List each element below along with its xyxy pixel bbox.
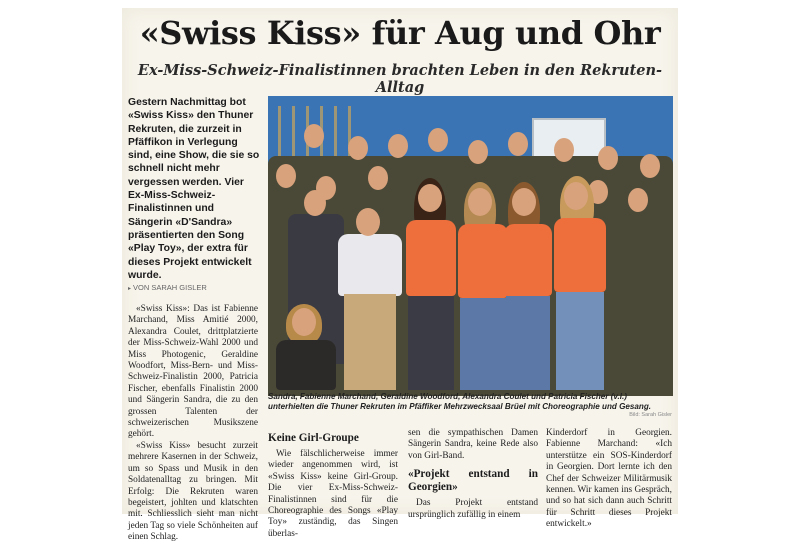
orange-shirt-performer — [554, 218, 606, 292]
recruit-head — [368, 166, 388, 190]
performer-jeans — [506, 296, 550, 390]
recruit-head — [468, 140, 488, 164]
recruit-head — [640, 154, 660, 178]
performer-head — [564, 182, 588, 210]
officer-head — [304, 190, 326, 216]
recruit-head — [598, 146, 618, 170]
recruit-head — [388, 134, 408, 158]
photo-credit: Bild: Sarah Gisler — [629, 412, 672, 418]
performer-head — [418, 184, 442, 212]
orange-shirt-performer — [504, 224, 552, 296]
recruit-head — [304, 124, 324, 148]
group-photo — [268, 96, 673, 390]
col1-paragraph-1: «Swiss Kiss»: Das ist Fabienne Marchand, Miss Amitié 2000, Alexandra Coulet, drittplatzierte der Miss-Schweiz-Wahl 2000 und Miss Photogenic, Geraldine Woodfort, Miss-Bern- und Miss-Schweiz-Finalistin 2000, Patricia Fischer, ebenfalls Finalistin 2000 und Sängerin Sandra, die zu den grossen Talenten der schweizerischen Musikszene gehört. — [128, 304, 258, 440]
recruit-head — [508, 132, 528, 156]
column-3 — [408, 428, 538, 521]
subheadline: Ex-Miss-Schweiz-Finalistinnen brachten Leben in den Rekruten-Alltag — [137, 62, 663, 96]
triangle-icon: ▸ — [128, 286, 132, 292]
col3-paragraph-1: sen die sympathischen Damen Sängerin Sandra, keine Rede also von Girl-Band. — [408, 428, 538, 461]
recruit-head — [554, 138, 574, 162]
column-4 — [546, 428, 672, 531]
headline: «Swiss Kiss» für Aug und Ohr — [139, 14, 661, 52]
byline — [128, 283, 260, 292]
performer-jeans — [460, 298, 506, 390]
col1-paragraph-2: «Swiss Kiss» besucht zurzeit mehrere Kasernen in der Schweiz, um so Spass und Musik in den Soldatenalltag zu bringen. Mit Erfolg: Die Rekruten waren begeistert, johlten und klatschten mit. Schliesslich sieht man nicht jeden Tag so viele Schönheiten auf einen Schlag. — [128, 440, 258, 543]
newspaper-clipping — [122, 8, 678, 543]
front-girl-shirt — [276, 340, 336, 390]
recruit-head — [276, 164, 296, 188]
performer-trousers — [344, 294, 396, 390]
white-shirt-performer — [338, 234, 402, 296]
lead-paragraph: Gestern Nachmittag bot «Swiss Kiss» den Thuner Rekruten, die zurzeit in Pfäffikon in Verlegung sind, eine Show, die sie so schnell nicht mehr vergessen werden. Vier Ex-Miss-Schweiz-Finalistinnen und Sängerin «D'Sandra» präsentierten den Song «Play Toy», der extra für dieses Projekt entwickelt wurde. — [128, 97, 260, 281]
performer-trousers — [408, 296, 454, 390]
column-1 — [128, 304, 258, 544]
col4-paragraph: Kinderdorf in Georgien. Fabienne Marchand: «Ich unterstütze ein SOS-Kinderdorf in Georgien. Dort lernte ich den Chef der Schweizer Militärmusik kennen. Wir kamen ins Gespräch, und so hat sich dann auch Schritt für Schritt dieses Projekt entwickelt.» — [546, 428, 672, 530]
col2-heading: Keine Girl-Groupe — [268, 432, 359, 444]
recruit-head — [428, 128, 448, 152]
recruit-head — [348, 136, 368, 160]
col2-paragraph: Wie fälschlicherweise immer wieder angenommen wird, ist «Swiss Kiss» keine Girl-Group. Die vier Ex-Miss-Schweiz-Finalistinnen sind für die Choreographie des Songs «Play Toy» zuständig, das Singen überlas- — [268, 449, 398, 539]
photo-caption: Sandra, Fabienne Marchand, Geraldine Woodford, Alexandra Coulet und Patricia Fischer (v.l.) unterhielten die Thuner Rekruten im Pfäffiker Mehrzwecksaal Brüel mit Choreographie und Gesang. — [268, 392, 652, 412]
column-2 — [268, 432, 398, 540]
front-girl-head — [292, 308, 316, 336]
col3-heading: «Projekt entstand in Georgien» — [408, 468, 538, 494]
recruit-head — [628, 188, 648, 212]
orange-shirt-performer — [458, 224, 508, 298]
orange-shirt-performer — [406, 220, 456, 296]
col3-paragraph-2: Das Projekt entstand ursprünglich zufällig in einem — [408, 498, 538, 520]
performer-jeans — [556, 292, 604, 390]
byline-text: VON SARAH GISLER — [133, 283, 207, 292]
performer-head — [356, 208, 380, 236]
performer-head — [512, 188, 536, 216]
performer-head — [468, 188, 492, 216]
